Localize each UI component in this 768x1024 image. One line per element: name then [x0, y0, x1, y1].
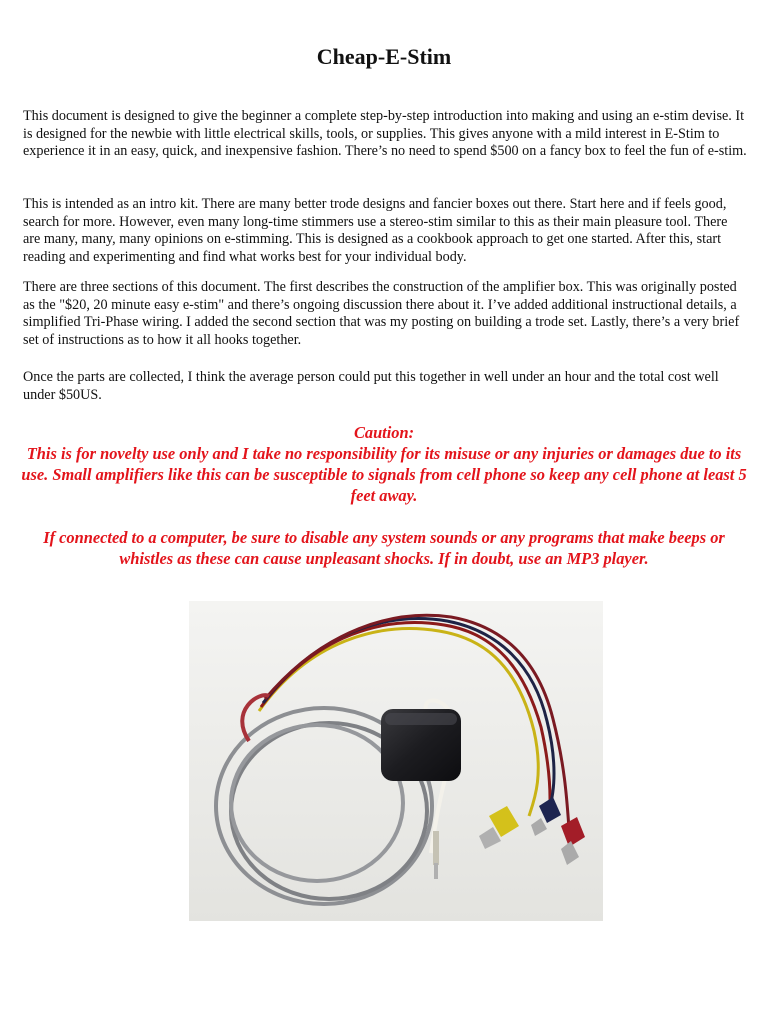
- sections-paragraph: There are three sections of this document. The first describes the construction of the amplifier box. This was originally posted as the "$20, 20 minute easy e-stim" and there’s ongoing discussion there about it. I’ve added additional instructional details, a simplified Tri-Phase wiring. I added the second section that was my posting on building a trode set. Lastly, there’s a very brief set of instructions as to how it all hooks together.: [23, 279, 740, 349]
- document-title: Cheap-E-Stim: [316, 44, 452, 69]
- intro-paragraph: This document is designed to give the beginner a complete step-by-step introduction into making and using an e-stim devise. It is designed for the newbie with little electrical skills, tools, or supplies. This gives anyone with a mild interest in E-Stim to experience it in an easy, quick, and inexpensive fashion. There’s no need to spend $500 on a fancy box to feel the fun of e-stim.: [23, 108, 747, 160]
- computer-warning: If connected to a computer, be sure to disable any system sounds or any programs that make beeps or whistles as these can cause unpleasant shocks. If in doubt, use an MP3 player.: [43, 528, 725, 568]
- caution-heading: Caution:: [353, 423, 415, 442]
- caution-body: This is for novelty use only and I take no responsibility for its misuse or any injuries or damages due to its use. Small amplifiers like this can be susceptible to signals from cell phone so keep any cell phone at least 5 feet away.: [21, 444, 747, 505]
- cost-paragraph: Once the parts are collected, I think the average person could put this together in well under an hour and the total cost well under $50US.: [23, 369, 719, 403]
- estim-device-photo: [189, 601, 603, 921]
- intro-kit-paragraph: This is intended as an intro kit. There are many better trode designs and fancier boxes out there. Start here and if feels good, search for more. However, even many long-time stimmers use a stereo-stim similar to this as their main pleasure tool. There are many, many, many opinions on e-stimming. This is designed as a cookbook approach to get one started. After this, start reading and experimenting and find what works best for your individual body.: [23, 196, 728, 266]
